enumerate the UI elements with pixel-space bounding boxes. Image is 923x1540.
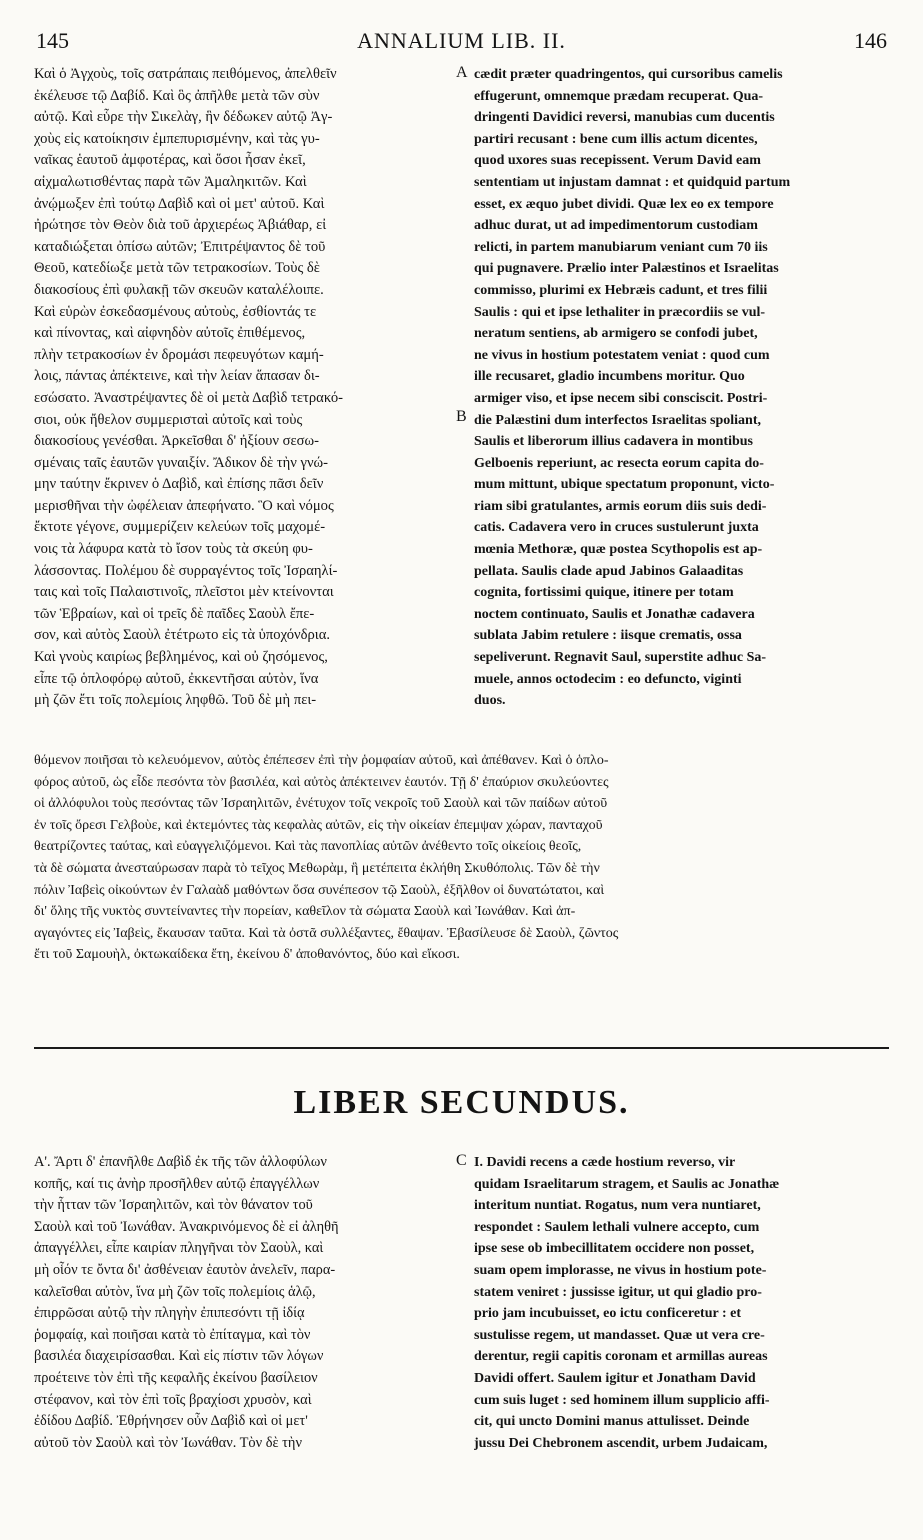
text-line: sepeliverunt. Regnavit Saul, superstite adhuc Sa- (474, 650, 767, 666)
text-line: quidam Israelitarum stragem, et Saulis ac Jonathæ (474, 1176, 780, 1192)
text-line: οἱ ἀλλόφυλοι τοὺς πεσόντας τῶν Ἰσραηλιτῶν, ἐνέτυχον τοῖς νεκροῖς τοῦ Σαοὺλ καὶ τῶν παίδων αὐτοῦ (34, 796, 608, 812)
text-line: cædit præter quadringentos, qui cursoribus camelis (474, 67, 783, 82)
text-line: Α'. Ἄρτι δ' ἐπανῆλθε Δαβὶδ ἐκ τῆς τῶν ἀλλοφύλων (34, 1154, 327, 1170)
running-title: ANNALIUM LIB. II. (357, 28, 566, 53)
text-line: Καὶ γνοὺς καιρίως βεβλημένος, καὶ οὐ ζησόμενος, (34, 649, 328, 666)
text-line: καταδιώξεται ὀπίσω αὐτῶν; Ἐπιτρέψαντος δὲ τοῦ (34, 238, 326, 255)
text-line: cognita, fortissimi quique, itinere per totam (474, 585, 734, 601)
text-line: ille recusaret, gladio incumbens moritur. Quo (474, 369, 745, 385)
text-line: λοις, πάντας ἀπέκτεινε, καὶ τὴν λείαν ἅπασαν δι- (34, 368, 320, 385)
text-line: sublata Jabim retulere : iisque crematis, ossa (474, 628, 742, 644)
text-line: αἰχμαλωτισθέντας παρὰ τῶν Ἀμαληκιτῶν. Καὶ (34, 173, 307, 190)
text-line: αὐτῷ. Καὶ εὗρε τὴν Σικελὰγ, ἣν δέδωκεν αὐτῷ Ἀγ- (34, 109, 333, 126)
text-line: προέτεινε τὸν ἐπὶ τῆς κεφαλῆς ἐκείνου βασίλειον (34, 1369, 318, 1386)
text-line: καὶ πίνοντας, καὶ αἰφνηδὸν αὐτοῖς ἐπιθέμενος, (34, 325, 306, 342)
text-line: suam opem implorasse, ne vivus in hostium pote- (474, 1262, 767, 1278)
text-line: derentur, regii capitis coronam et armillas aureas (474, 1349, 768, 1365)
margin-marker-c: C (456, 1152, 467, 1169)
text-line: ἐδίδου Δαβίδ. Ἐθρήνησεν οὖν Δαβὶδ καὶ οἱ μετ' (34, 1413, 308, 1430)
text-line: δι' ὅλης τῆς νυκτὸς συντείναντες τὴν πορείαν, καθεῖλον τὰ σώματα Σαοὺλ καὶ Ἰωνάθαν. Καὶ ἀπ- (34, 904, 576, 920)
text-line: νοις τὰ λάφυρα κατὰ τὸ ἴσον τοὺς τὰ σκεύη φυ- (34, 541, 313, 558)
text-line: muele, annos octodecim : eo defuncto, viginti (474, 671, 742, 687)
text-line: λάσσοντας. Πολέμου δὲ συρραγέντος τοῖς Ἰσραηλί- (34, 562, 338, 579)
text-line: Καὶ ὁ Ἀγχοὺς, τοῖς σατράπαις πειθόμενος, ἀπελθεῖν (34, 66, 337, 82)
text-line: cum suis luget : sed hominem illum supplicio affi- (474, 1392, 770, 1408)
text-line: μὴ ζῶν ἔτι τοῖς πολεμίοις ληφθῶ. Τοῦ δὲ μὴ πει- (34, 692, 317, 709)
text-line: ne vivus in hostium potestatem veniat : quod cum (474, 347, 770, 363)
greek-column-top (34, 64, 454, 712)
text-line: διακοσίους γενέσθαι. Ἀρκεῖσθαι δ' ἠξίουν σεσω- (34, 433, 319, 450)
text-line: mœnia Methoræ, quæ postea Scythopolis est ap- (474, 542, 763, 558)
text-line: ῥομφαίᾳ, καὶ ποιῆσαι κατὰ τὸ ἐπίταγμα, καὶ τὸν (34, 1326, 311, 1343)
text-line: Gelboenis reperiunt, ac resecta eorum capita do- (474, 455, 764, 471)
text-line: ἔκτοτε γέγονε, συμμερίζειν κελεύων τοῖς μαχομέ- (34, 519, 326, 536)
text-line: interitum nuntiat. Rogatus, num vera nuntiaret, (474, 1198, 761, 1214)
text-line: duos. (474, 693, 506, 709)
text-line: armiger viso, et ipse necem sibi consciscit. Postri- (474, 390, 768, 406)
text-line: ἐκέλευσε τῷ Δαβίδ. Καὶ ὃς ἀπῆλθε μετὰ τῶν σὺν (34, 87, 320, 104)
text-line: σον, καὶ αὐτὸς Σαοὺλ ἐτέτρωτο εἰς τὰ ὑποχόνδρια. (34, 627, 331, 644)
section-divider (34, 1047, 889, 1049)
text-line: I. Davidi recens a cæde hostium reverso, vir (474, 1155, 736, 1170)
text-line: τῶν Ἑβραίων, καὶ οἱ τρεῖς δὲ παῖδες Σαοὺλ ἔπε- (34, 605, 315, 622)
text-line: ταις καὶ τοῖς Παλαιστινοῖς, πλεῖστοι μὲν κτείνονται (34, 584, 334, 601)
margin-marker-a: A (456, 64, 468, 81)
text-line: jussu Dei Chebronem ascendit, urbem Judaicam, (474, 1435, 768, 1451)
text-line: ἠρώτησε τὸν Θεὸν διὰ τοῦ ἀρχιερέως Ἀβιάθαρ, εἰ (34, 217, 327, 234)
text-line: Σαοὺλ καὶ τοῦ Ἰωνάθαν. Ἀνακρινόμενος δὲ εἰ ἀληθῆ (34, 1218, 339, 1235)
text-line: θόμενον ποιῆσαι τὸ κελευόμενον, αὐτὸς ἐπέπεσεν ἐπὶ τὴν ῥομφαίαν αὐτοῦ, καὶ ἀπέθανεν. Καὶ ὁ ὁπλο- (34, 753, 609, 768)
text-line: pellata. Saulis clade apud Jabinos Galaaditas (474, 563, 744, 579)
text-line: Καὶ εὑρὼν ἐσκεδασμένους αὐτοὺς, ἐσθίοντάς τε (34, 303, 317, 320)
text-line: dringenti Davidici reversi, manubias cum ducentis (474, 110, 775, 126)
text-line: εἶπε τῷ ὁπλοφόρῳ αὐτοῦ, ἐκκεντῆσαι αὐτὸν, ἵνα (34, 670, 319, 687)
text-line: effugerunt, omnemque prædam recuperat. Qua- (474, 88, 764, 104)
text-line: θεατρίζοντες ταύτας, καὶ εὐαγγελιζόμενοι. Καὶ τὰς πανοπλίας αὐτῶν ἀνέθεντο τοῖς οἰκείοις θεοῖς, (34, 839, 582, 855)
text-line: neratum sentiens, ab armigero se confodi jubet, (474, 326, 758, 342)
text-line: cit, qui uncto Domini manus attulisset. Deinde (474, 1414, 750, 1430)
text-line: ipse sese ob imbecillitatem occidere non posset, (474, 1241, 755, 1257)
text-line: ἀνῴμωξεν ἐπὶ τούτῳ Δαβὶδ καὶ οἱ μετ' αὐτοῦ. Καὶ (34, 195, 325, 212)
text-line: respondet : Saulem lethali vulnere accepto, cum (474, 1219, 760, 1235)
greek-full-width-text (34, 750, 896, 966)
text-line: riam sibi gratulantes, armis eorum diis suis dedi- (474, 498, 767, 514)
text-line: χοὺς εἰς κατοίκησιν ἐμπεπυρισμένην, καὶ τὰς γυ- (34, 130, 320, 147)
text-line: catis. Cadavera vero in cruces sustulerunt juxta (474, 520, 759, 536)
text-line: quod uxores suas recepissent. Verum David eam (474, 153, 761, 169)
text-line: τὰ δὲ σώματα ἀνεσταύρωσαν παρὰ τὸ τεῖχος Μεθωρὰμ, ἣ μετέπειτα ἐκλήθη Σκυθόπολις. Τῶν δὲ τὴν (34, 860, 600, 876)
text-line: Saulis et liberorum illius cadavera in montibus (474, 434, 753, 450)
page-number-left: 145 (36, 28, 69, 53)
text-line: σιοι, οὐκ ἤθελον συμμερισταὶ αὐτοῖς καὶ τοὺς (34, 411, 303, 428)
text-line: καλεῖσθαι αὐτὸν, ἵνα μὴ ζῶν τοῖς πολεμίοις ἁλῷ, (34, 1283, 316, 1300)
latin-column-bottom (474, 1152, 894, 1454)
text-line: αγαγόντες εἰς Ἰαβεὶς, ἔκαυσαν ταῦτα. Καὶ τὰ ὀστᾶ συλλέξαντες, ἔθαψαν. Ἐβασίλευσε δὲ Σαοὺλ, ζῶντος (34, 925, 619, 941)
page-header (30, 28, 893, 58)
text-line: διακοσίους ἐπὶ φυλακῇ τῶν σκευῶν καταλέλοιπε. (34, 281, 324, 298)
text-line: ἔτι τοῦ Σαμουὴλ, ὀκτωκαίδεκα ἔτη, ἐκείνου δ' ἀποθανόντος, δύο καὶ εἴκοσι. (34, 947, 460, 963)
text-line: κοπῆς, καί τις ἀνὴρ προσῆλθεν αὐτῷ ἐπαγγέλλων (34, 1175, 320, 1192)
greek-column-bottom (34, 1152, 454, 1454)
text-line: partiri recusant : bene cum illis actum dicentes, (474, 131, 758, 147)
text-line: σμέναις ταῖς ἑαυτῶν γυναιξίν. Ἄδικον δὲ τὴν γνώ- (34, 454, 329, 471)
text-line: φόρος αὐτοῦ, ὡς εἶδε πεσόντα τὸν βασιλέα, καὶ αὐτὸς ἀπέκτεινεν ἑαυτόν. Τῇ δ' ἐπαύριον σκυλεύοντες (34, 774, 609, 790)
text-line: sustulisse regem, ut mandasset. Quæ ut vera cre- (474, 1327, 765, 1343)
text-line: μερισθῆναι τὴν ὠφέλειαν ἀπεφήνατο. Ὃ καὶ νόμος (34, 497, 334, 514)
text-line: μὴ οἷόν τε ὄντα δι' ἀσθένειαν ἑαυτὸν ἀνελεῖν, παρα- (34, 1261, 336, 1278)
text-line: adhuc durat, ut ad impedimentorum custodiam (474, 218, 758, 234)
text-line: ναῖκας ἑαυτοῦ ἀμφοτέρας, καὶ ὅσοι ἦσαν ἐκεῖ, (34, 152, 306, 169)
text-line: τὴν ἧτταν τῶν Ἰσραηλιτῶν, καὶ τὸν θάνατον τοῦ (34, 1197, 313, 1214)
text-line: esset, ex æquo jubet dividi. Quæ lex eo ex tempore (474, 196, 774, 212)
text-line: statem veniret : jussisse igitur, ut qui gladio pro- (474, 1284, 762, 1300)
text-line: relicti, in partem manubiarum veniant cum 70 iis (474, 239, 768, 255)
text-line: Davidi offert. Saulem igitur et Jonatham David (474, 1370, 756, 1386)
text-line: ἐπιρρῶσαι αὐτῷ τὴν πληγὴν ἐπιπεσόντι τῇ ἰδίᾳ (34, 1305, 305, 1322)
text-line: πλὴν τετρακοσίων ἐν δρομάσι πεφευγότων καμή- (34, 346, 324, 363)
text-line: ἀπαγγέλλει, εἶπε καιρίαν πληγῆναι τὸν Σαοὺλ, καὶ (34, 1240, 324, 1257)
text-line: commisso, plurimi ex Hebræis cadunt, et tres filii (474, 282, 768, 298)
text-line: αὐτοῦ τὸν Σαοὺλ καὶ τὸν Ἰωνάθαν. Τὸν δὲ τὴν (34, 1434, 302, 1451)
text-line: prio jam incubuisset, eo ictu conficeretur : et (474, 1306, 741, 1322)
text-line: βασιλέα διαχειρίσασθαι. Καὶ εἰς πίστιν τῶν λόγων (34, 1348, 324, 1365)
text-line: mum mittunt, ubique spectatum proponunt, victo- (474, 477, 775, 493)
text-line: sententiam ut injustam damnat : et quidquid partum (474, 174, 791, 190)
margin-marker-b: B (456, 408, 467, 425)
text-line: Θεοῦ, κατεδίωξε μετὰ τῶν τετρακοσίων. Τοὺς δὲ (34, 260, 320, 277)
book-title: LIBER SECUNDUS. (293, 1084, 630, 1121)
text-line: noctem continuato, Saulis et Jonathæ cadavera (474, 606, 755, 622)
text-line: στέφανον, καὶ τὸν ἐπὶ τοῖς βραχίοσι χρυσὸν, καὶ (34, 1391, 312, 1408)
text-line: Saulis : qui et ipse lethaliter in præcordiis se vul- (474, 304, 766, 320)
text-line: die Palæstini dum interfectos Israelitas spoliant, (474, 412, 761, 428)
text-line: πόλιν Ἰαβεὶς οἰκούντων ἐν Γαλαὰδ μαθόντων ὅσα συνέπεσον τῷ Σαοὺλ, ἐξῆλθον οἱ δυνατώτατοι, καὶ (34, 882, 605, 898)
text-line: εσώσατο. Ἀναστρέψαντες δὲ οἱ μετὰ Δαβὶδ τετρακό- (34, 389, 344, 406)
text-line: μην ταύτην ἔκρινεν ὁ Δαβὶδ, καὶ ἐπίσης πᾶσι δεῖν (34, 476, 324, 493)
latin-column-top (474, 64, 894, 712)
page-number-right: 146 (854, 28, 887, 53)
text-line: qui pugnavere. Prælio inter Palæstinos et Israelitas (474, 261, 779, 277)
text-line: ἐν τοῖς ὄρεσι Γελβοὺε, καὶ ἐκτεμόντες τὰς κεφαλὰς αὐτῶν, εἰς τὴν οἰκείαν ἐπεμψαν χώραν, πανταχοῦ (34, 817, 603, 833)
